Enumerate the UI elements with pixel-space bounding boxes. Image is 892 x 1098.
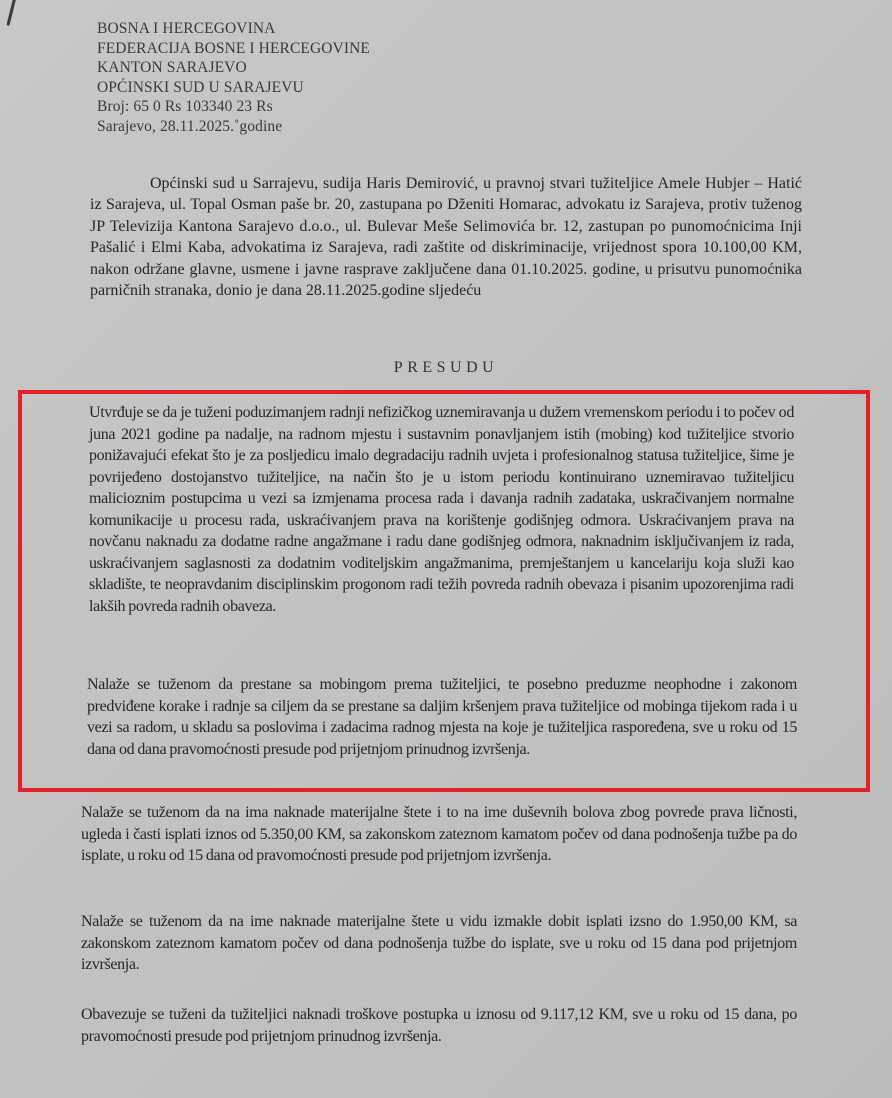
court-header bbox=[97, 19, 370, 137]
header-federation: FEDERACIJA BOSNE I HERCEGOVINE bbox=[97, 39, 370, 57]
intro-paragraph: Općinski sud u Sarrajevu, sudija Haris Demirović, u pravnoj stvari tužiteljice Amele Hubjer – Hatić iz Sarajeva, ul. Topal Osman paše br. 20, zastupana po Dženiti Homarac, advokatu iz Sarajeva, protiv tuženog JP Televizija Kantona Sarajevo d.o.o., ul. Bulevar Meše Selimovića br. 12, zastupan po punomoćnicima Inji Pašalić i Elmi Kaba, advokatima iz Sarajeva, radi zaštite od diskriminacije, vrijednost spora 10.100,00 KM, nakon održane glavne, usmene i javne rasprave zaključene dana 01.10.2025. godine, u prisutvu punomoćnika parničnih stranaka, donio je dana 28.11.2025.godine sljedeću bbox=[90, 175, 802, 300]
verdict-paragraph-2: Nalaže se tuženom da prestane sa mobingom prema tužiteljici, te posebno preduzme neophodne i zakonom predviđene korake i radnje sa ciljem da se prestane sa daljim kršenjem prava tužiteljice od mobinga tijekom rada i u vezi sa radom, u skladu sa poslovima i zadacima radnog mjesta na koje je tužiteljica raspoređena, sve u roku od 15 dana od dana pravomoćnosti presude pod prijetnjom prinudnog izvršenja. bbox=[87, 676, 797, 758]
judgment-title: PRESUDU bbox=[393, 359, 499, 376]
verdict-paragraph-4: Nalaže se tuženom da na ime naknade materijalne štete u vidu izmakle dobit isplati izsno do 1.950,00 KM, sa zakonskom zateznom kamatom počev od dana podnošenja tužbe do isplate, sve u roku od 15 dana pod prijetnjom izvršenja. bbox=[81, 913, 797, 973]
header-court: OPĆINSKI SUD U SARAJEVU bbox=[97, 78, 304, 96]
verdict-paragraph-1: Utvrđuje se da je tuženi poduzimanjem radnji nefizičkog uznemiravanja u dužem vremenskom periodu i to počev od juna 2021 godine pa nadalje, na radnom mjestu i sustavnim ponavljanjem istih (mobing) kod tužiteljice stvorio ponižavajući efekat što je za posljedicu imalo degradaciju radnih uvjeta i profesionalnog statusa tužiteljice, šime je povrijeđeno dostojanstvo tužiteljice, na način što je u istom periodu kontinuirano uznemiravao tužiteljicu malicioznim postupcima u vezi sa izmjenama procesa rada i davanja radnih zadataka, uskračivanjem normalne komunikacije u procesu rada, uskraćivanjem prava na korištenje godišnjeg odmora. Uskraćivanjem prava na novčanu naknadu za dodatne radne angažmane i radu dane godišnjeg odmora, naknadnim isključivanjem iz rada, uskraćivanjem saglasnosti za dodatnim voditeljskim angažmanima, premještanjem u kancelariju koja služi kao skladište, te neopravdanim disciplinskim progonom radi težih povreda radnih obevaza i pisanim upozorenjima radi lakših povreda radnih obaveza. bbox=[89, 404, 794, 615]
case-number: Broj: 65 0 Rs 103340 23 Rs bbox=[97, 98, 273, 116]
header-country: BOSNA I HERCEGOVINA bbox=[97, 20, 276, 37]
date-line: Sarajevo, 28.11.2025.˚godine bbox=[97, 117, 283, 135]
verdict-paragraph-5: Obavezuje se tuženi da tužiteljici naknadi troškove postupka u iznosu od 9.117,12 KM, sve u roku od 15 dana, po pravomoćnosti presude pod prijetnjom prinudnog izvršenja. bbox=[81, 1006, 797, 1045]
pen-mark bbox=[6, 0, 16, 26]
header-canton: KANTON SARAJEVO bbox=[97, 59, 247, 77]
verdict-paragraph-3: Nalaže se tuženom da na ima naknade materijalne štete i to na ime duševnih bolova zbog povrede prava ličnosti, ugleda i časti isplati iznos od 5.350,00 KM, sa zakonskom zateznom kamatom počev od dana podnošenja tužbe pa do isplate, u roku od 15 dana od pravomoćnosti presude pod prijetnjom izvršenja. bbox=[81, 804, 797, 864]
